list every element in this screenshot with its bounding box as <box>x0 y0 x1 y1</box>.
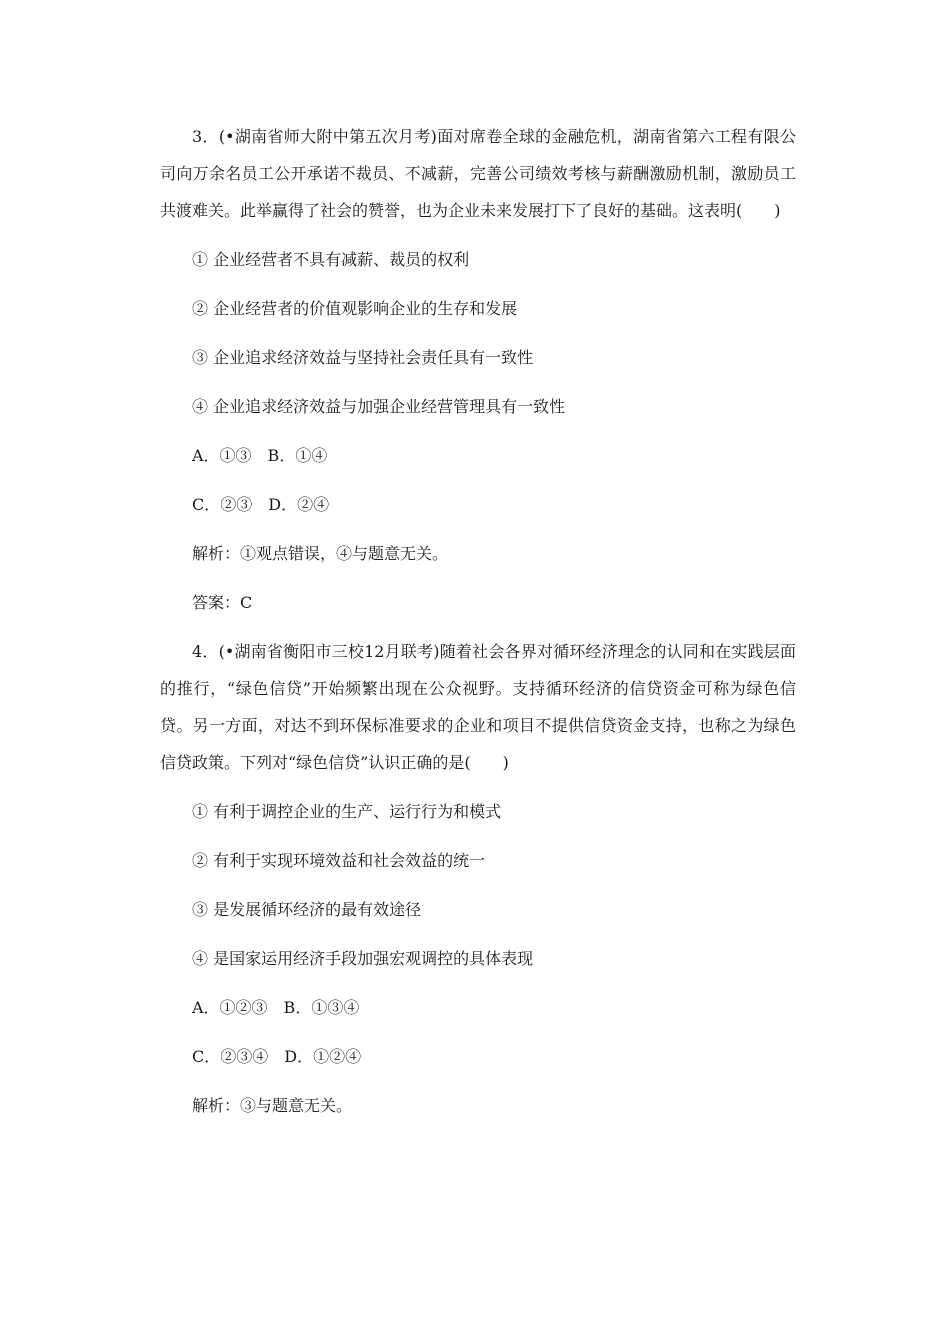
question-4-analysis: 解析：③与题意无关。 <box>192 1096 353 1115</box>
question-3-option-3: ③ 企业追求经济效益与坚持社会责任具有一致性 <box>192 348 534 367</box>
question-3-answer: 答案：C <box>192 593 253 612</box>
question-3-option-2: ② 企业经营者的价值观影响企业的生存和发展 <box>192 299 518 318</box>
question-4-choices-abc: A．①②③ B．①③④ <box>192 998 360 1017</box>
question-4-choices-cd: C．②③④ D．①②④ <box>192 1047 362 1066</box>
document-page <box>160 118 796 1124</box>
question-3-option-4: ④ 企业追求经济效益与加强企业经营管理具有一致性 <box>192 397 566 416</box>
question-3-analysis: 解析：①观点错误，④与题意无关。 <box>192 544 449 563</box>
question-4-option-2: ② 有利于实现环境效益和社会效益的统一 <box>192 851 486 870</box>
question-3-choices-cd: C．②③ D．②④ <box>192 495 330 514</box>
question-3-option-1: ① 企业经营者不具有减薪、裁员的权利 <box>192 250 470 269</box>
question-4-stem: 4．(•湖南省衡阳市三校12月联考)随着社会各界对循环经济理念的认同和在实践层面的推行，“绿色信贷”开始频繁出现在公众视野。支持循环经济的信贷资金可称为绿色信贷。另一方面，对达不到环保标准要求的企业和项目不提供信贷资金支持，也称之为绿色信贷政策。下列对“绿色信贷”认识正确的是( ) <box>160 642 796 772</box>
question-4-option-3: ③ 是发展循环经济的最有效途径 <box>192 900 422 919</box>
question-4-option-1: ① 有利于调控企业的生产、运行行为和模式 <box>192 802 502 821</box>
question-3-stem: 3．(•湖南省师大附中第五次月考)面对席卷全球的金融危机，湖南省第六工程有限公司向万余名员工公开承诺不裁员、不减薪，完善公司绩效考核与薪酬激励机制，激励员工共渡难关。此举赢得了社会的赞誉，也为企业未来发展打下了良好的基础。这表明( ) <box>160 127 796 220</box>
question-3-choices-ab: A．①③ B．①④ <box>192 446 328 465</box>
question-4-option-4: ④ 是国家运用经济手段加强宏观调控的具体表现 <box>192 949 534 968</box>
